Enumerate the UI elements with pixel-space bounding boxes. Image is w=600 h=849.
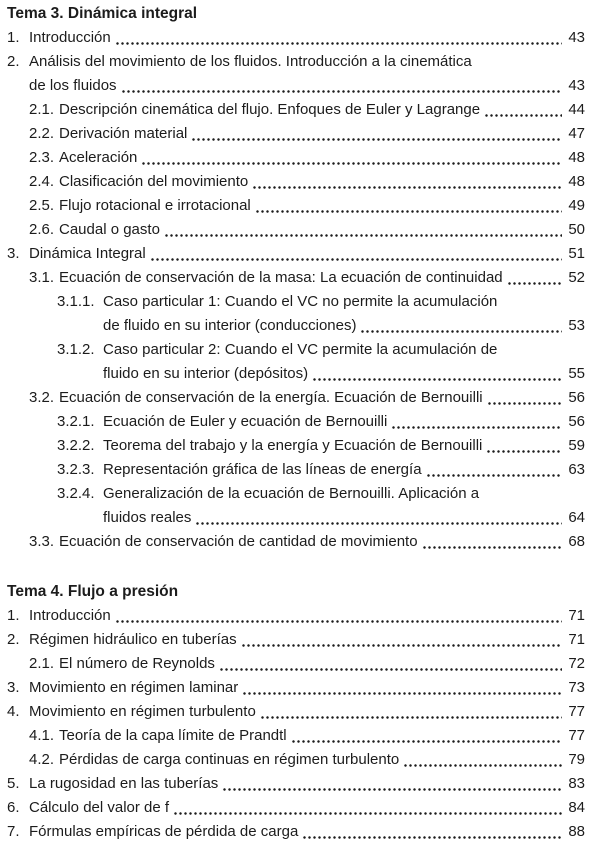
toc-entry-line (7, 242, 585, 266)
toc-entry-number: 2.2. (29, 125, 55, 142)
toc-entry-number: 5. (7, 775, 20, 792)
toc-entry-line (7, 796, 585, 820)
toc-entry-number: 2.6. (29, 221, 55, 238)
toc-entry-number: 4.2. (29, 751, 55, 768)
toc-entry-title: Introducción (29, 29, 111, 46)
toc-entry-page: 84 (568, 799, 585, 816)
toc-entry-number: 4. (7, 703, 20, 720)
toc-entry-title: Movimiento en régimen turbulento (29, 703, 256, 720)
dot-leader (486, 434, 562, 458)
toc-entry-page: 73 (568, 679, 585, 696)
toc-entry-page: 71 (568, 631, 585, 648)
toc-entry-number: 3.2.2. (57, 437, 95, 454)
toc-entry-line (7, 700, 585, 724)
toc-entry-line (7, 194, 585, 218)
toc-entry-page: 55 (568, 365, 585, 382)
toc-entry-title: de los fluidos (29, 77, 117, 94)
toc-entry-page: 56 (568, 413, 585, 430)
toc-entry-page: 77 (568, 727, 585, 744)
dot-leader (255, 194, 562, 218)
toc-entry-number: 3.1.2. (57, 341, 95, 358)
dot-leader (507, 266, 562, 290)
toc-entry-line (7, 146, 585, 170)
toc-entry-title: Caso particular 1: Cuando el VC no permite la acumulación (103, 293, 498, 310)
toc-entry-number: 3.2.4. (57, 485, 95, 502)
toc-entry-title: Teorema del trabajo y la energía y Ecuación de Bernouilli (103, 437, 483, 454)
toc-entry-number: 3.2.1. (57, 413, 95, 430)
toc-entry-line (7, 506, 585, 530)
toc-entry-title: Descripción cinemática del flujo. Enfoques de Euler y Lagrange (59, 101, 481, 118)
dot-leader (219, 652, 562, 676)
toc-entry-number: 2.1. (29, 655, 55, 672)
toc-entry-line (7, 652, 585, 676)
toc-entry-page: 83 (568, 775, 585, 792)
toc-entry-number: 3.1. (29, 269, 55, 286)
toc-entry-page: 49 (568, 197, 585, 214)
dot-leader (191, 122, 562, 146)
toc-entry-number: 1. (7, 607, 20, 624)
toc-entry-number: 2.1. (29, 101, 55, 118)
toc-entry-page: 64 (568, 509, 585, 526)
dot-leader (260, 700, 562, 724)
toc-entry-line (7, 772, 585, 796)
toc-entry-line (7, 434, 585, 458)
toc-entry-page: 68 (568, 533, 585, 550)
dot-leader (403, 748, 562, 772)
toc-entry-title: Pérdidas de carga continuas en régimen turbulento (59, 751, 400, 768)
toc-entry-page: 77 (568, 703, 585, 720)
toc-entry-title: Movimiento en régimen laminar (29, 679, 239, 696)
toc-entry-title: Ecuación de conservación de la masa: La ecuación de continuidad (59, 269, 503, 286)
toc-entry-number: 3.2.3. (57, 461, 95, 478)
toc-entry-line (7, 410, 585, 434)
toc-entry-title: Introducción (29, 607, 111, 624)
toc-entry-line (7, 98, 585, 122)
toc-entry-page: 56 (568, 389, 585, 406)
dot-leader (242, 676, 562, 700)
toc-entry-line (7, 74, 585, 98)
toc-entry-title: Aceleración (59, 149, 138, 166)
toc-entry-title: Teoría de la capa límite de Prandtl (59, 727, 287, 744)
dot-leader (291, 724, 562, 748)
section-heading: Tema 3. Dinámica integral (7, 5, 198, 22)
toc-entry-page: 43 (568, 77, 585, 94)
dot-leader (360, 314, 562, 338)
toc-entry-number: 2.3. (29, 149, 55, 166)
toc-entry-title: fluidos reales (103, 509, 192, 526)
toc-entry-line (7, 362, 585, 386)
toc-entry-number: 2.5. (29, 197, 55, 214)
toc-entry-number: 4.1. (29, 727, 55, 744)
toc-entry-number: 3.2. (29, 389, 55, 406)
toc-entry-title: Ecuación de conservación de la energía. Ecuación de Bernouilli (59, 389, 483, 406)
toc-entry-page: 71 (568, 607, 585, 624)
toc-entry-page: 50 (568, 221, 585, 238)
toc-entry-line (7, 266, 585, 290)
toc-entry-number: 2.4. (29, 173, 55, 190)
toc-entry-title: Representación gráfica de las líneas de energía (103, 461, 422, 478)
dot-leader (241, 628, 562, 652)
toc-entry-line (7, 676, 585, 700)
toc-entry-page: 72 (568, 655, 585, 672)
toc-entry-page: 44 (568, 101, 585, 118)
toc-entry-title: Ecuación de conservación de cantidad de movimiento (59, 533, 418, 550)
toc-entry-title: Generalización de la ecuación de Bernouilli. Aplicación a (103, 485, 480, 502)
toc-entry-line (7, 122, 585, 146)
toc-entry-line (7, 170, 585, 194)
toc-entry-line (7, 314, 585, 338)
section-heading: Tema 4. Flujo a presión (7, 583, 179, 600)
toc-entry-title: Clasificación del movimiento (59, 173, 249, 190)
toc-entry-page: 52 (568, 269, 585, 286)
dot-leader (426, 458, 562, 482)
toc-entry-title: de fluido en su interior (conducciones) (103, 317, 357, 334)
toc-entry-line (7, 530, 585, 554)
toc-entry-title: Derivación material (59, 125, 188, 142)
toc-entry-title: La rugosidad en las tuberías (29, 775, 219, 792)
toc-entry-page: 59 (568, 437, 585, 454)
toc-entry-number: 7. (7, 823, 20, 840)
toc-entry-page: 88 (568, 823, 585, 840)
toc-entry-title: Caudal o gasto (59, 221, 160, 238)
toc-entry-title: Flujo rotacional e irrotacional (59, 197, 251, 214)
toc-entry-title: Fórmulas empíricas de pérdida de carga (29, 823, 299, 840)
toc-entry-page: 43 (568, 29, 585, 46)
toc-entry-title: Cálculo del valor de f (29, 799, 170, 816)
toc-entry-line (7, 604, 585, 628)
toc-entry-number: 3.1.1. (57, 293, 95, 310)
toc-entry-line (7, 458, 585, 482)
toc-entry-title: Régimen hidráulico en tuberías (29, 631, 237, 648)
toc-entry-number: 3. (7, 245, 20, 262)
toc-entry-page: 79 (568, 751, 585, 768)
dot-leader (302, 820, 562, 844)
dot-leader (141, 146, 562, 170)
toc-entry-number: 3.3. (29, 533, 55, 550)
dot-leader (391, 410, 562, 434)
toc-entry-number: 1. (7, 29, 20, 46)
dot-leader (222, 772, 562, 796)
toc-entry-line (7, 628, 585, 652)
table-of-contents (7, 2, 585, 844)
toc-entry-line (7, 26, 585, 50)
toc-entry-page: 53 (568, 317, 585, 334)
toc-entry-page: 51 (568, 245, 585, 262)
dot-leader (121, 74, 562, 98)
toc-entry-number: 2. (7, 53, 20, 70)
toc-entry-line (7, 338, 585, 362)
toc-entry-title: Ecuación de Euler y ecuación de Bernouilli (103, 413, 388, 430)
toc-entry-line (7, 218, 585, 242)
toc-entry-title: Análisis del movimiento de los fluidos. Introducción a la cinemática (29, 53, 472, 70)
toc-entry-line (7, 820, 585, 844)
toc-entry-line (7, 482, 585, 506)
toc-entry-page: 48 (568, 173, 585, 190)
toc-entry-title: Dinámica Integral (29, 245, 146, 262)
dot-leader (173, 796, 562, 820)
toc-entry-line (7, 386, 585, 410)
toc-entry-title: fluido en su interior (depósitos) (103, 365, 309, 382)
toc-entry-line (7, 748, 585, 772)
dot-leader (484, 98, 562, 122)
dot-leader (252, 170, 562, 194)
toc-entry-page: 63 (568, 461, 585, 478)
toc-entry-number: 2. (7, 631, 20, 648)
dot-leader (115, 26, 562, 50)
dot-leader (150, 242, 562, 266)
dot-leader (164, 218, 562, 242)
dot-leader (312, 362, 562, 386)
toc-entry-line (7, 50, 585, 74)
dot-leader (195, 506, 562, 530)
toc-entry-page: 48 (568, 149, 585, 166)
toc-entry-title: Caso particular 2: Cuando el VC permite la acumulación de (103, 341, 498, 358)
dot-leader (487, 386, 562, 410)
toc-entry-page: 47 (568, 125, 585, 142)
toc-entry-number: 6. (7, 799, 20, 816)
toc-entry-title: El número de Reynolds (59, 655, 215, 672)
toc-entry-line (7, 724, 585, 748)
dot-leader (422, 530, 562, 554)
toc-entry-line (7, 290, 585, 314)
toc-entry-number: 3. (7, 679, 20, 696)
dot-leader (115, 604, 562, 628)
